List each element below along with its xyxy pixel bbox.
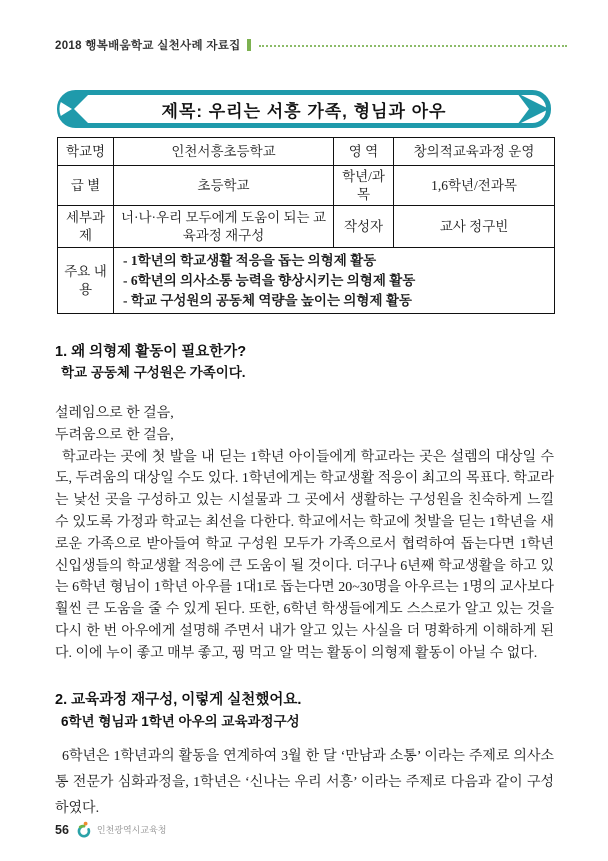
- title-banner: [57, 90, 551, 128]
- section-2-heading: 2. 교육과정 재구성, 이렇게 실천했어요.: [55, 692, 302, 708]
- section-1-heading: 1. 왜 의형제 활동이 필요한가?: [55, 344, 247, 360]
- table-row: [58, 138, 555, 166]
- green-accent-bar: [247, 39, 251, 51]
- dotted-rule: [259, 45, 567, 47]
- main-content-item: - 6학년의 의사소통 능력을 향상시키는 의형제 활동: [123, 272, 416, 288]
- label-main-content: 주요 내용: [58, 248, 114, 314]
- value-area: 창의적교육과정 운영: [394, 138, 555, 166]
- poem-line: 두려움으로 한 걸음,: [55, 427, 174, 443]
- label-subtask: 세부과제: [58, 206, 114, 248]
- organization-name: 인천광역시교육청: [96, 825, 167, 835]
- running-head: [55, 37, 567, 53]
- value-main-content: [114, 248, 555, 314]
- section-2-paragraph: 6학년은 1학년과의 활동을 연계하여 3월 한 달 ‘만남과 소통’ 이라는 주제로 의사소통 전문가 심화과정을, 1학년은 ‘신나는 우리 서흥’ 이라는 주제로 다음과 같이 구성하였다.: [55, 749, 554, 816]
- poem-line: 설레임으로 한 걸음,: [55, 406, 174, 421]
- value-subtask: 너·나·우리 모두에게 도움이 되는 교육과정 재구성: [114, 206, 334, 248]
- label-grade-subject: 학년/과목: [334, 166, 394, 206]
- value-author: 교사 정구빈: [394, 206, 555, 248]
- label-school-name: 학교명: [58, 138, 114, 166]
- section-1-subheading: 학교 공동체 구성원은 가족이다.: [61, 365, 246, 380]
- section-1-body: [55, 403, 554, 665]
- value-school-name: 인천서흥초등학교: [114, 138, 334, 166]
- main-content-item: - 학교 구성원의 공동체 역량을 높이는 의형제 활동: [123, 292, 412, 308]
- page-number: 56: [55, 822, 69, 837]
- incheon-education-logo-icon: [76, 821, 92, 838]
- table-row: [58, 206, 555, 248]
- section-2-subheading: 6학년 형님과 1학년 아우의 교육과정구성: [61, 714, 300, 729]
- table-row: [58, 248, 555, 314]
- page-footer: [55, 821, 166, 838]
- table-row: [58, 166, 555, 206]
- school-info-table: [57, 137, 555, 314]
- label-author: 작성자: [334, 206, 394, 248]
- page-title: 제목: 우리는 서흥 가족, 형님과 아우: [161, 101, 447, 121]
- value-level: 초등학교: [114, 166, 334, 206]
- label-area: 영 역: [334, 138, 394, 166]
- section-1-paragraph: 학교라는 곳에 첫 발을 내 딛는 1학년 아이들에게 학교라는 곳은 설렘의 대상일 수도, 두려움의 대상일 수도 있다. 1학년에게는 학교생활 적응이 최고의 목표다. 학교라는 낯선 곳을 구성하고 있는 시설물과 그 곳에서 생활하는 구성원을 친숙하게 느낄 수 있도록 가정과 학교는 최선을 다한다. 학교에서는 학교에 첫발을 딛는 1학년을 새로운 가족으로 받아들여 학교 구성원 모두가 가족으로서 협력하여 돕는다면 1학년 신입생들의 학교생활 적응에 큰 도움이 될 것이다. 더구나 6년째 학교생활을 하고 있는 6학년 형님이 1학년 아우를 1대1로 돕는다면 20~30명을 아우르는 1명의 교사보다 훨씬 큰 도움을 줄 수 있게 된다. 또한, 6학년 학생들에게도 스스로가 알고 있는 것을 다시 한 번 아우에게 설명해 주면서 내가 알고 있는 사실을 더 명확하게 이해하게 된다. 이에 누이 좋고 매부 좋고, 꿩 먹고 알 먹는 활동이 의형제 활동이 아닐 수 없다.: [55, 449, 554, 661]
- section-2-body: [55, 744, 554, 822]
- label-level: 급 별: [58, 166, 114, 206]
- main-content-item: - 1학년의 학교생활 적응을 돕는 의형제 활동: [123, 252, 377, 268]
- value-grade-subject: 1,6학년/전과목: [394, 166, 555, 206]
- booklet-title: 2018 행복배움학교 실천사례 자료집: [55, 40, 241, 52]
